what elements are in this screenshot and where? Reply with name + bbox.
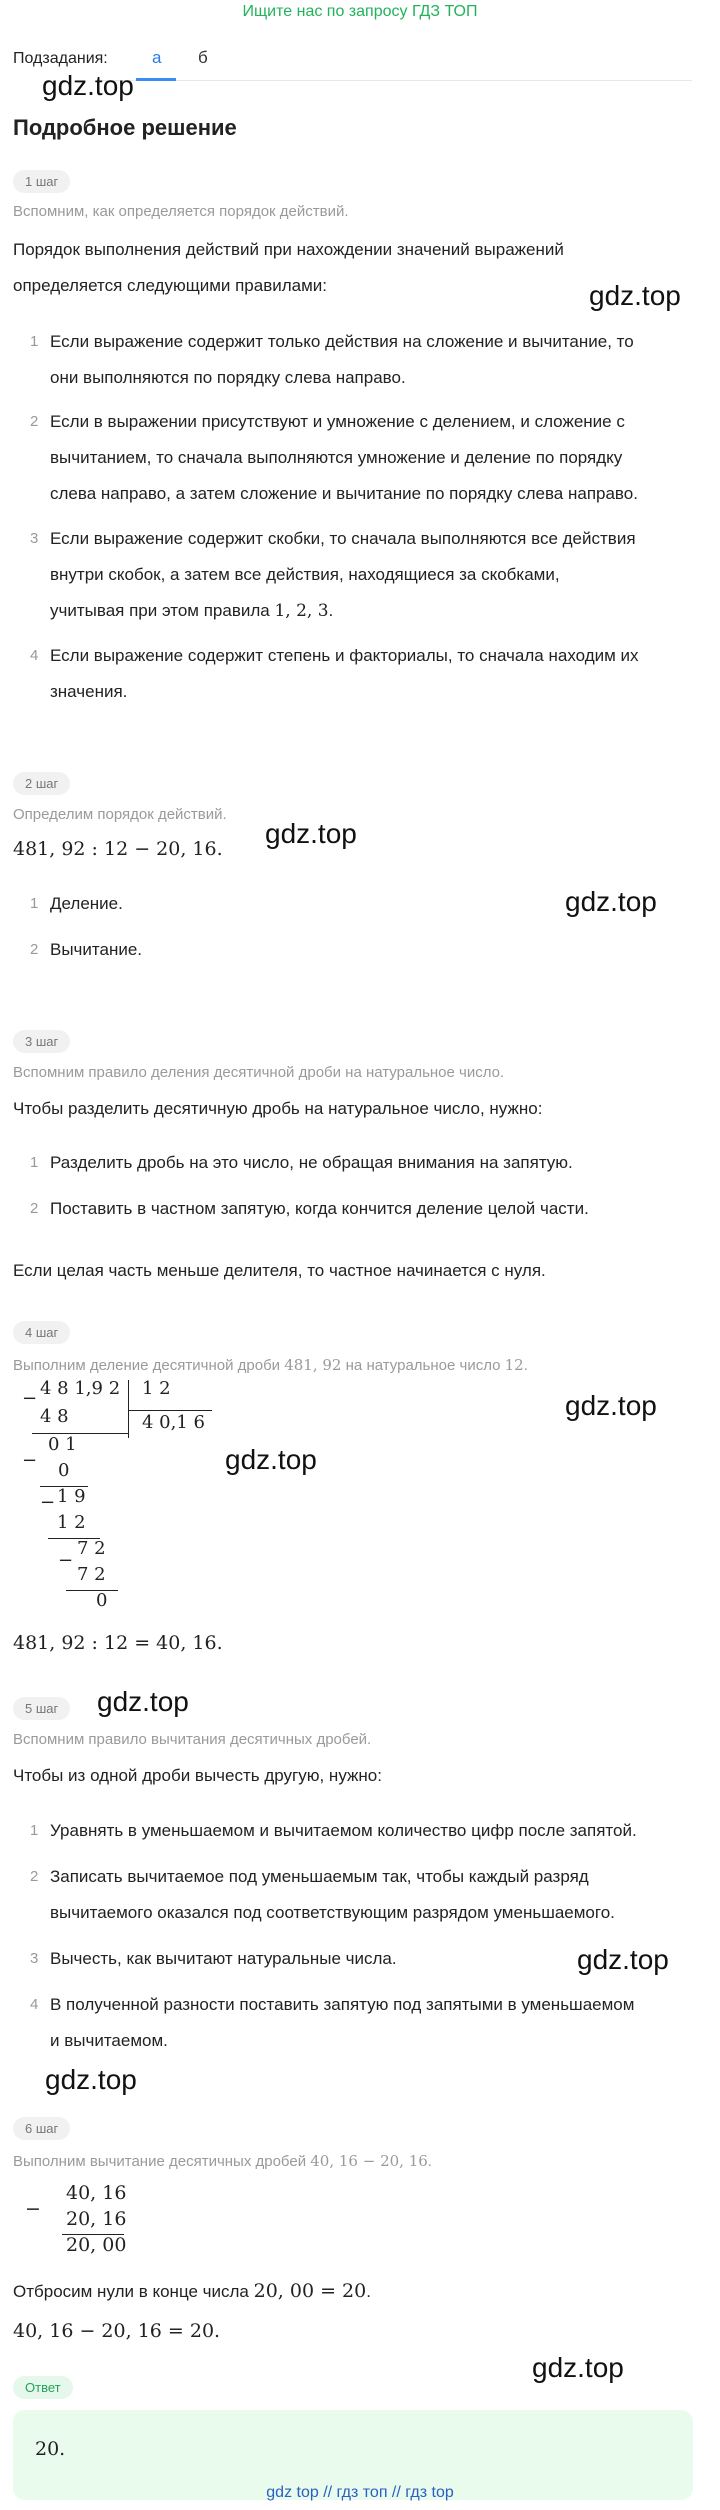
tab-a[interactable]: а — [152, 48, 162, 67]
list-item: Вычесть, как вычитают натуральные числа. — [50, 1949, 397, 1968]
step-badge: 2 шаг — [13, 772, 70, 795]
step-badge: 3 шаг — [13, 1030, 70, 1053]
division-quotient: 4 0,1 6 — [142, 1412, 205, 1433]
list-item: учитывая при этом правила 1, 2, 3. — [50, 601, 334, 621]
step-badge: 5 шаг — [13, 1697, 70, 1720]
division-row: 0 — [58, 1460, 70, 1481]
watermark: gdz.top — [42, 70, 134, 101]
division-hline — [32, 1433, 128, 1434]
list-number: 2 — [30, 1868, 39, 1885]
list-item: Если выражение содержит скобки, то сначала выполняются все действия — [50, 529, 636, 548]
watermark: gdz.top — [565, 1390, 657, 1421]
list-item: Разделить дробь на это число, не обращая внимания на запятую. — [50, 1153, 573, 1172]
division-row: 4 8 — [40, 1406, 69, 1427]
list-number: 4 — [30, 647, 39, 664]
step-hint: Выполним деление десятичной дроби 481, 92 на натуральное число 12. — [13, 1356, 528, 1374]
watermark: gdz.top — [225, 1444, 317, 1475]
step-hint: Вспомним, как определяется порядок действий. — [13, 203, 349, 220]
list-item: вычитаемого оказался под соответствующим разрядом уменьшаемого. — [50, 1903, 615, 1922]
list-item: Если выражение содержит только действия на сложение и вычитание, то — [50, 332, 634, 351]
list-number: 2 — [30, 941, 39, 958]
list-number: 1 — [30, 1822, 39, 1839]
watermark: gdz.top — [565, 886, 657, 917]
list-item: слева направо, а затем сложение и вычитание по порядку слева направо. — [50, 484, 638, 503]
watermark: gdz.top — [265, 818, 357, 849]
list-item: Уравнять в уменьшаемом и вычитаемом количество цифр после запятой. — [50, 1821, 637, 1840]
expression: 481, 92 : 12 − 20, 16. — [13, 838, 223, 860]
division-row: 0 1 — [48, 1434, 77, 1455]
step-text: Порядок выполнения действий при нахождении значений выражений — [13, 240, 564, 259]
list-item: Записать вычитаемое под уменьшаемым так, чтобы каждый разряд — [50, 1867, 589, 1886]
division-dividend: 4 8 1,9 2 — [40, 1378, 121, 1399]
step-text: Если целая часть меньше делителя, то частное начинается с нуля. — [13, 1261, 546, 1280]
division-row: 7 2 — [77, 1538, 106, 1559]
division-minus: − — [40, 1492, 56, 1513]
division-row: 1 2 — [57, 1512, 86, 1533]
division-minus: − — [58, 1550, 74, 1571]
list-item: Деление. — [50, 894, 123, 913]
column-minus: − — [25, 2198, 41, 2220]
division-vline — [128, 1380, 129, 1438]
watermark: gdz.top — [97, 1686, 189, 1717]
division-hline — [128, 1410, 212, 1411]
division-row: 1 9 — [57, 1486, 86, 1507]
step-text: Отбросим нули в конце числа 20, 00 = 20. — [13, 2280, 371, 2302]
watermark: gdz.top — [577, 1944, 669, 1975]
step-text: Чтобы из одной дроби вычесть другую, нужно: — [13, 1766, 382, 1785]
step-badge: 6 шаг — [13, 2117, 70, 2140]
division-minus: − — [22, 1388, 38, 1409]
list-number: 1 — [30, 1154, 39, 1171]
step-hint: Выполним вычитание десятичных дробей 40, 16 − 20, 16. — [13, 2152, 432, 2170]
list-item: Поставить в частном запятую, когда кончится деление целой части. — [50, 1199, 589, 1218]
page-title: Подробное решение — [13, 115, 237, 140]
answer-badge: Ответ — [13, 2376, 73, 2399]
step-text: определяется следующими правилами: — [13, 276, 328, 295]
footer-links[interactable]: gdz top // гдз топ // гдз top — [266, 2484, 454, 2501]
watermark: gdz.top — [589, 280, 681, 311]
step-badge: 4 шаг — [13, 1321, 70, 1344]
answer-value: 20. — [35, 2438, 66, 2460]
list-number: 3 — [30, 530, 39, 547]
list-item: В полученной разности поставить запятую под запятыми в уменьшаемом — [50, 1995, 635, 2014]
list-item: значения. — [50, 682, 128, 701]
tab-active-indicator — [136, 78, 176, 81]
subtasks-label: Подзадания: — [13, 50, 108, 67]
watermark: gdz.top — [532, 2352, 624, 2383]
expression: 40, 16 − 20, 16 = 20. — [13, 2320, 221, 2342]
list-item: вычитанием, то сначала выполняются умножение и деление по порядку — [50, 448, 623, 467]
list-number: 2 — [30, 413, 39, 430]
list-number: 2 — [30, 1200, 39, 1217]
list-item: они выполняются по порядку слева направо. — [50, 368, 406, 387]
division-minus: − — [22, 1450, 38, 1471]
step-badge: 1 шаг — [13, 170, 70, 193]
column-result: 20, 00 — [66, 2234, 127, 2256]
list-number: 3 — [30, 1950, 39, 1967]
step-hint: Определим порядок действий. — [13, 806, 227, 823]
list-number: 1 — [30, 333, 39, 350]
list-item: внутри скобок, а затем все действия, находящиеся за скобками, — [50, 565, 560, 584]
list-item: Если в выражении присутствуют и умножение с делением, и сложение с — [50, 412, 625, 431]
list-item: Вычитание. — [50, 940, 143, 959]
top-banner[interactable]: Ищите нас по запросу ГДЗ ТОП — [242, 3, 478, 20]
tab-b[interactable]: б — [198, 48, 208, 67]
list-number: 4 — [30, 1996, 39, 2013]
watermark: gdz.top — [45, 2064, 137, 2095]
expression: 481, 92 : 12 = 40, 16. — [13, 1632, 223, 1654]
step-text: Чтобы разделить десятичную дробь на натуральное число, нужно: — [13, 1099, 543, 1118]
list-number: 1 — [30, 895, 39, 912]
step-hint: Вспомним правило деления десятичной дроби на натуральное число. — [13, 1064, 505, 1081]
division-hline — [66, 1590, 118, 1591]
tabs-divider — [100, 80, 692, 81]
column-subtrahend: 20, 16 — [66, 2208, 127, 2230]
division-divisor: 1 2 — [142, 1378, 171, 1399]
column-minuend: 40, 16 — [66, 2182, 127, 2204]
division-row: 0 — [96, 1590, 108, 1611]
division-row: 7 2 — [77, 1564, 106, 1585]
list-item: и вычитаемом. — [50, 2031, 168, 2050]
step-hint: Вспомним правило вычитания десятичных дробей. — [13, 1731, 372, 1748]
list-item: Если выражение содержит степень и факториалы, то сначала находим их — [50, 646, 639, 665]
